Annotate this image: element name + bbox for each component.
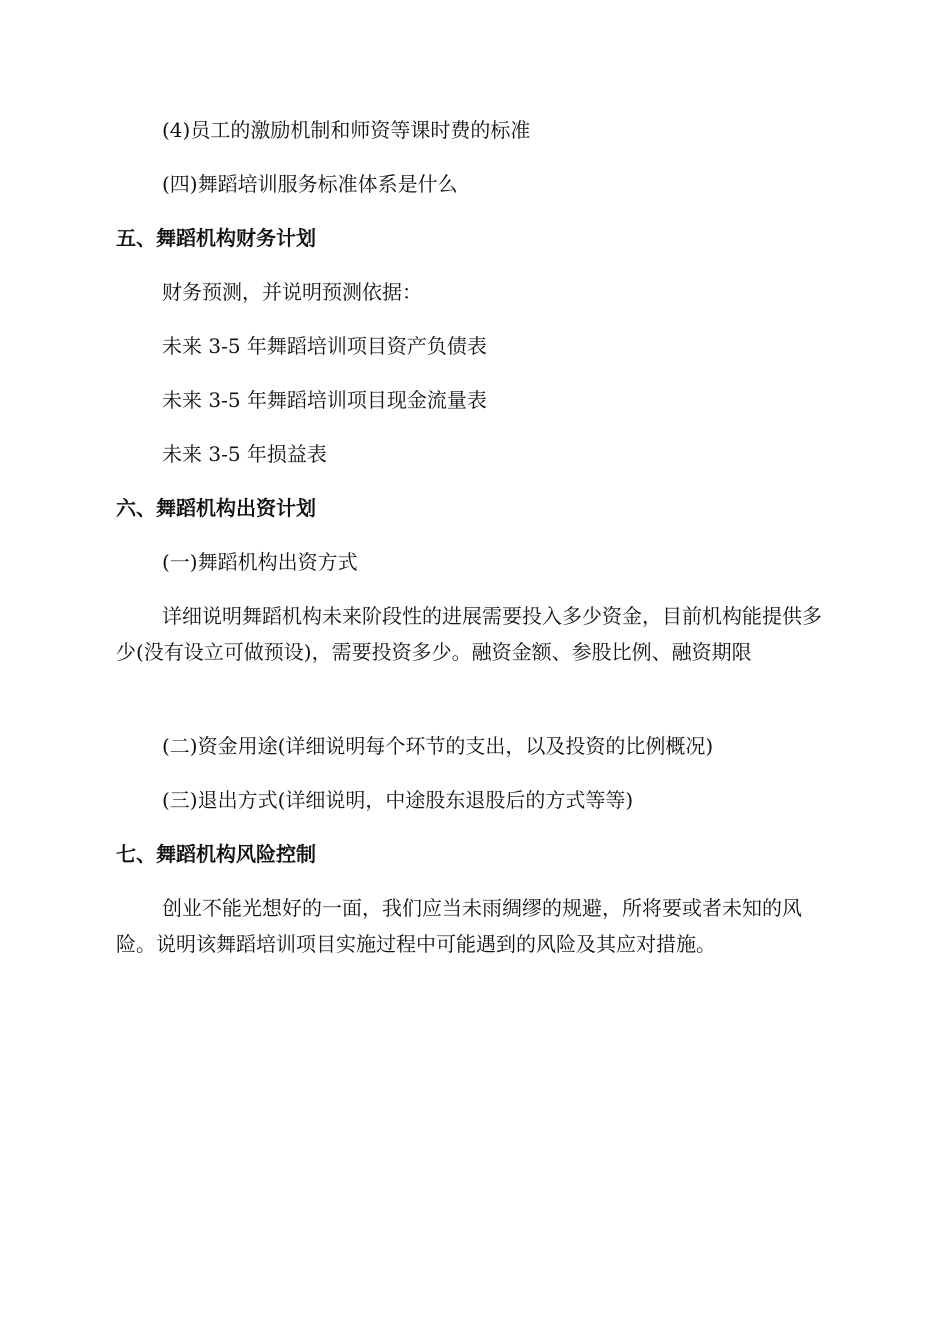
list-item-four: (四)舞蹈培训服务标准体系是什么 xyxy=(162,172,458,196)
section-heading-6: 六、舞蹈机构出资计划 xyxy=(116,496,316,520)
subsection-1: (一)舞蹈机构出资方式 xyxy=(162,550,358,574)
section-heading-7: 七、舞蹈机构风险控制 xyxy=(116,842,316,866)
balance-sheet-line: 未来 3-5 年舞蹈培训项目资产负债表 xyxy=(162,334,487,358)
income-statement-line: 未来 3-5 年损益表 xyxy=(162,442,327,466)
funding-detail-paragraph: 详细说明舞蹈机构未来阶段性的进展需要投入多少资金，目前机构能提供多少(没有设立可做预设)，需要投资多少。融资金额、参股比例、融资期限 xyxy=(116,604,822,664)
risk-detail-paragraph: 创业不能光想好的一面，我们应当未雨绸缪的规避，所将要或者未知的风险。说明该舞蹈培训项目实施过程中可能遇到的风险及其应对措施。 xyxy=(116,896,802,956)
section-heading-5: 五、舞蹈机构财务计划 xyxy=(116,226,316,250)
subsection-3: (三)退出方式(详细说明，中途股东退股后的方式等等) xyxy=(162,788,634,812)
subsection-2: (二)资金用途(详细说明每个环节的支出，以及投资的比例概况) xyxy=(162,734,714,758)
cash-flow-line: 未来 3-5 年舞蹈培训项目现金流量表 xyxy=(162,388,487,412)
finance-intro-paragraph: 财务预测，并说明预测依据： xyxy=(162,280,422,304)
list-item-4: (4)员工的激励机制和师资等课时费的标准 xyxy=(162,118,531,142)
